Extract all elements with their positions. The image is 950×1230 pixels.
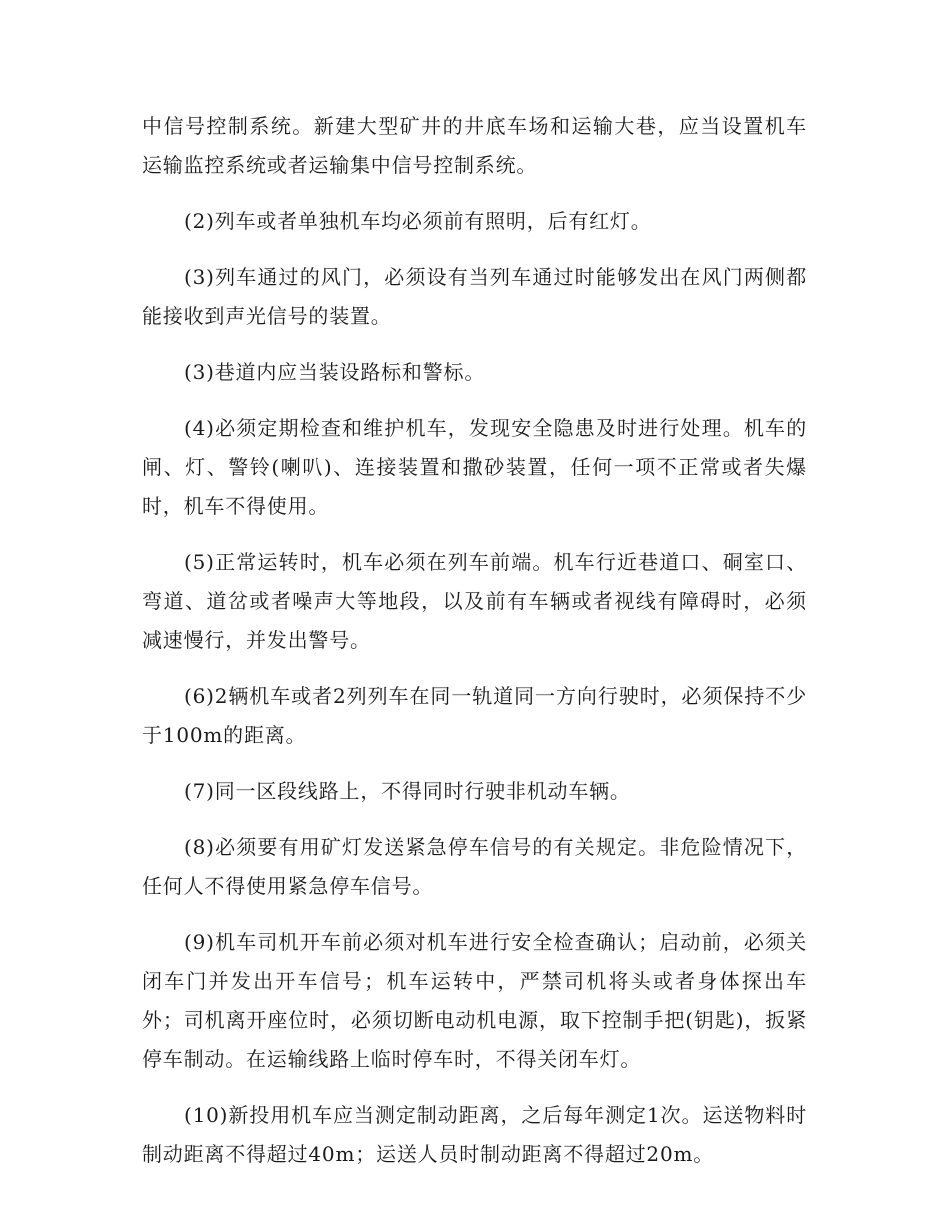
paragraph-item-3-signs: (3)巷道内应当装设路标和警标。 <box>184 360 486 384</box>
paragraph-continuation: 中信号控制系统。新建大型矿井的井底车场和运输大巷，应当设置机车运输监控系统或者运输集中信号控制系统。 <box>142 114 807 177</box>
document-page <box>142 107 807 1191</box>
paragraph-item-6: (6)2辆机车或者2列列车在同一轨道同一方向行驶时，必须保持不少于100m的距离。 <box>142 684 807 747</box>
paragraph-item-2: (2)列车或者单独机车均必须前有照明，后有红灯。 <box>184 209 652 233</box>
paragraph-item-10: (10)新投用机车应当测定制动距离，之后每年测定1次。运送物料时制动距离不得超过40m；运送人员时制动距离不得超过20m。 <box>142 1103 807 1166</box>
paragraph-item-7: (7)同一区段线路上，不得同时行驶非机动车辆。 <box>184 779 631 803</box>
paragraph-item-3-door: (3)列车通过的风门，必须设有当列车通过时能够发出在风门两侧都能接收到声光信号的装置。 <box>142 265 807 328</box>
paragraph-item-4: (4)必须定期检查和维护机车，发现安全隐患及时进行处理。机车的闸、灯、警铃(喇叭)、连接装置和撒砂装置，任何一项不正常或者失爆时，机车不得使用。 <box>142 416 807 518</box>
paragraph-item-8: (8)必须要有用矿灯发送紧急停车信号的有关规定。非危险情况下，任何人不得使用紧急停车信号。 <box>142 835 807 898</box>
paragraph-item-9: (9)机车司机开车前必须对机车进行安全检查确认；启动前，必须关闭车门并发出开车信号；机车运转中，严禁司机将头或者身体探出车外；司机离开座位时，必须切断电动机电源，取下控制手把(钥匙)，扳紧停车制动。在运输线路上临时停车时，不得关闭车灯。 <box>142 930 807 1071</box>
paragraph-item-5: (5)正常运转时，机车必须在列车前端。机车行近巷道口、硐室口、弯道、道岔或者噪声大等地段，以及前有车辆或者视线有障碍时，必须减速慢行，并发出警号。 <box>142 550 807 652</box>
